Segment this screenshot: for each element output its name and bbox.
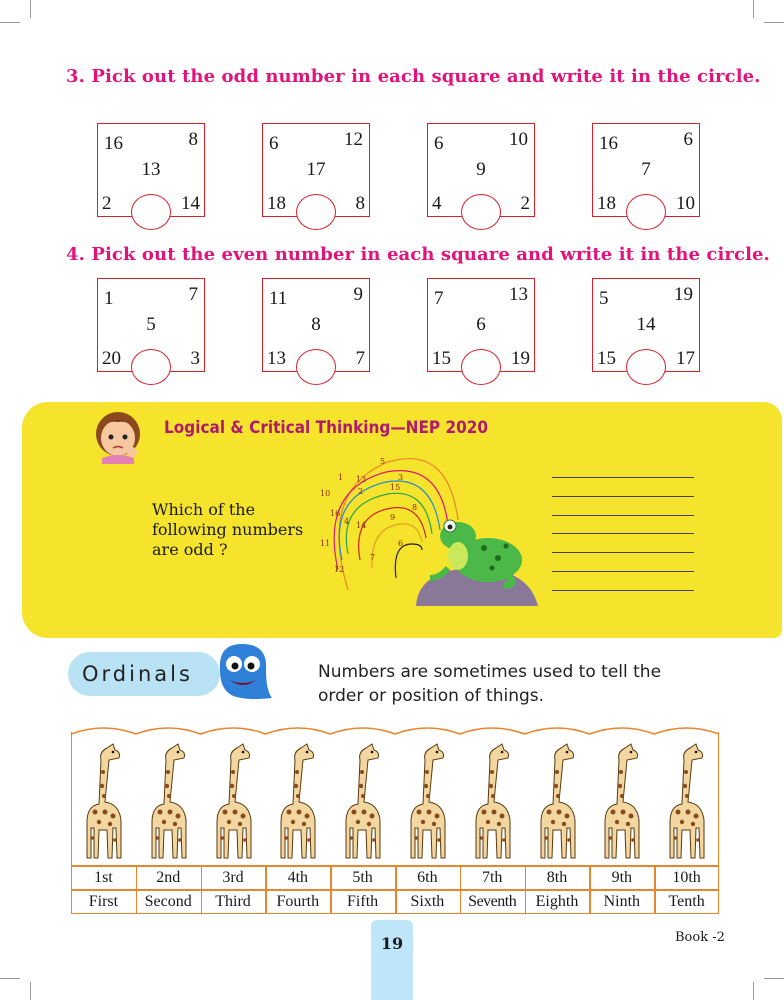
giraffe-icon	[79, 742, 129, 862]
table-scallop-border	[71, 724, 719, 736]
number-square	[592, 123, 700, 217]
ordinal-short: 8th	[546, 869, 568, 886]
answer-line[interactable]	[552, 552, 694, 553]
answer-line[interactable]	[552, 515, 694, 516]
book-label: Book -2	[675, 930, 725, 945]
number-square	[427, 123, 535, 217]
giraffe-icon	[144, 742, 194, 862]
ordinal-word: Fifth	[347, 893, 379, 910]
square-number: 19	[674, 284, 693, 305]
square-number: 15	[432, 348, 451, 369]
page-number-tab	[371, 920, 413, 1000]
arc-number: 1	[338, 473, 344, 482]
ordinal-short: 7th	[481, 869, 503, 886]
ordinals-intro-line: order or position of things.	[318, 686, 545, 706]
crop-mark	[764, 978, 784, 979]
logical-question-line: following numbers	[152, 520, 304, 539]
arc-number: 16	[330, 509, 341, 518]
table-divider	[71, 889, 719, 891]
square-number: 10	[509, 129, 528, 150]
square-number: 8	[188, 129, 198, 150]
square-number: 5	[599, 288, 609, 309]
square-number: 13	[509, 284, 528, 305]
crop-mark	[0, 978, 20, 979]
crop-mark	[0, 22, 20, 23]
arc-number: 7	[370, 553, 376, 562]
ordinal-short: 1st	[94, 869, 113, 886]
arc-number: 14	[356, 521, 367, 530]
square-number: 1	[104, 288, 114, 309]
giraffe-icon	[533, 742, 583, 862]
giraffe-icon	[338, 742, 388, 862]
arc-number: 3	[398, 473, 404, 482]
square-number: 17	[676, 348, 695, 369]
square-number: 10	[676, 193, 695, 214]
ordinal-word: Fourth	[276, 893, 320, 910]
crop-mark	[753, 0, 754, 18]
ordinals-intro-line: Numbers are sometimes used to tell the	[318, 662, 662, 682]
square-number: 2	[520, 193, 530, 214]
answer-line[interactable]	[552, 571, 694, 572]
square-number: 7	[641, 159, 651, 180]
frog-arcs-illustration	[308, 450, 548, 610]
square-number: 5	[146, 314, 156, 335]
square-number: 16	[104, 133, 123, 154]
crop-mark	[753, 982, 754, 1000]
answer-line[interactable]	[552, 496, 694, 497]
answer-line[interactable]	[552, 533, 694, 534]
answer-circle[interactable]	[131, 194, 171, 230]
answer-circle[interactable]	[296, 349, 336, 385]
arc-number: 12	[334, 565, 345, 574]
square-number: 9	[353, 284, 363, 305]
square-number: 8	[311, 314, 321, 335]
ordinal-word: Second	[144, 893, 192, 910]
ordinal-word: Eighth	[535, 893, 579, 910]
crop-mark	[764, 22, 784, 23]
arc-number: 8	[412, 503, 418, 512]
square-number: 14	[636, 314, 656, 335]
square-number: 9	[476, 159, 486, 180]
square-number: 14	[181, 193, 200, 214]
arc-number: 13	[356, 475, 367, 484]
square-number: 19	[511, 348, 530, 369]
logical-question-line: Which of the	[152, 500, 256, 519]
ordinal-word: Seventh	[468, 893, 517, 910]
square-number: 8	[355, 193, 365, 214]
ordinal-word: First	[88, 893, 119, 910]
square-number: 16	[599, 133, 618, 154]
arc-number: 9	[390, 513, 396, 522]
square-number: 6	[434, 133, 444, 154]
ordinal-short: 6th	[417, 869, 438, 886]
ordinal-short: 3rd	[222, 869, 244, 886]
square-number: 13	[267, 348, 286, 369]
ordinal-short: 5th	[352, 869, 373, 886]
blue-mascot-icon	[212, 640, 274, 702]
ordinal-word: Third	[215, 893, 251, 910]
giraffe-icon	[209, 742, 259, 862]
square-number: 18	[267, 193, 286, 214]
square-number: 2	[102, 193, 112, 214]
page-number: 19	[380, 934, 404, 953]
number-square	[97, 123, 205, 217]
ordinal-word: Tenth	[668, 893, 705, 910]
thinking-girl-icon	[88, 408, 152, 464]
square-number: 3	[190, 348, 200, 369]
arc-number: 6	[398, 539, 404, 548]
square-number: 18	[597, 193, 616, 214]
square-number: 7	[434, 288, 444, 309]
arc-number: 11	[320, 539, 331, 548]
arc-number: 4	[344, 517, 350, 526]
square-number: 17	[306, 159, 326, 180]
arc-number: 2	[358, 487, 364, 496]
number-square	[262, 123, 370, 217]
answer-line[interactable]	[552, 477, 694, 478]
ordinals-label: Ordinals	[82, 662, 193, 686]
giraffe-icon	[662, 742, 712, 862]
number-square	[97, 278, 205, 372]
giraffe-icon	[468, 742, 518, 862]
square-number: 13	[141, 159, 161, 180]
answer-circle[interactable]	[626, 194, 666, 230]
giraffe-icon	[597, 742, 647, 862]
number-square	[262, 278, 370, 372]
ordinal-word: Sixth	[410, 893, 445, 910]
ordinal-short: 10th	[672, 869, 701, 886]
logical-question	[152, 500, 303, 560]
square-number: 20	[102, 348, 121, 369]
arc-number: 5	[380, 457, 386, 466]
giraffe-icon	[403, 742, 453, 862]
square-number: 6	[683, 129, 693, 150]
square-number: 4	[432, 193, 442, 214]
number-square	[427, 278, 535, 372]
ordinals-intro	[318, 660, 661, 708]
answer-line[interactable]	[552, 590, 694, 591]
square-number: 6	[269, 133, 279, 154]
arc-number: 15	[390, 483, 401, 492]
square-number: 7	[355, 348, 365, 369]
answer-circle[interactable]	[296, 194, 336, 230]
ordinal-short: 2nd	[156, 869, 181, 886]
ordinal-short: 4th	[287, 869, 309, 886]
answer-circle[interactable]	[461, 194, 501, 230]
question-3-title: 3. Pick out the odd number in each square and write it in the circle.	[66, 66, 761, 87]
arc-number: 10	[320, 489, 331, 498]
crop-mark	[30, 0, 31, 18]
logical-question-line: are odd ?	[152, 540, 228, 559]
square-number: 11	[269, 288, 288, 309]
logical-thinking-heading: Logical & Critical Thinking—NEP 2020	[164, 418, 489, 438]
answer-circle[interactable]	[131, 349, 171, 385]
square-number: 6	[476, 314, 486, 335]
answer-circle[interactable]	[626, 349, 666, 385]
crop-mark	[30, 982, 31, 1000]
giraffe-icon	[273, 742, 323, 862]
square-number: 7	[188, 284, 198, 305]
square-number: 15	[597, 348, 616, 369]
number-square	[592, 278, 700, 372]
ordinal-word: Ninth	[603, 893, 641, 910]
square-number: 12	[344, 129, 363, 150]
question-4-title: 4. Pick out the even number in each square and write it in the circle.	[66, 244, 770, 265]
answer-circle[interactable]	[461, 349, 501, 385]
ordinal-short: 9th	[611, 869, 633, 886]
table-divider	[71, 865, 719, 867]
